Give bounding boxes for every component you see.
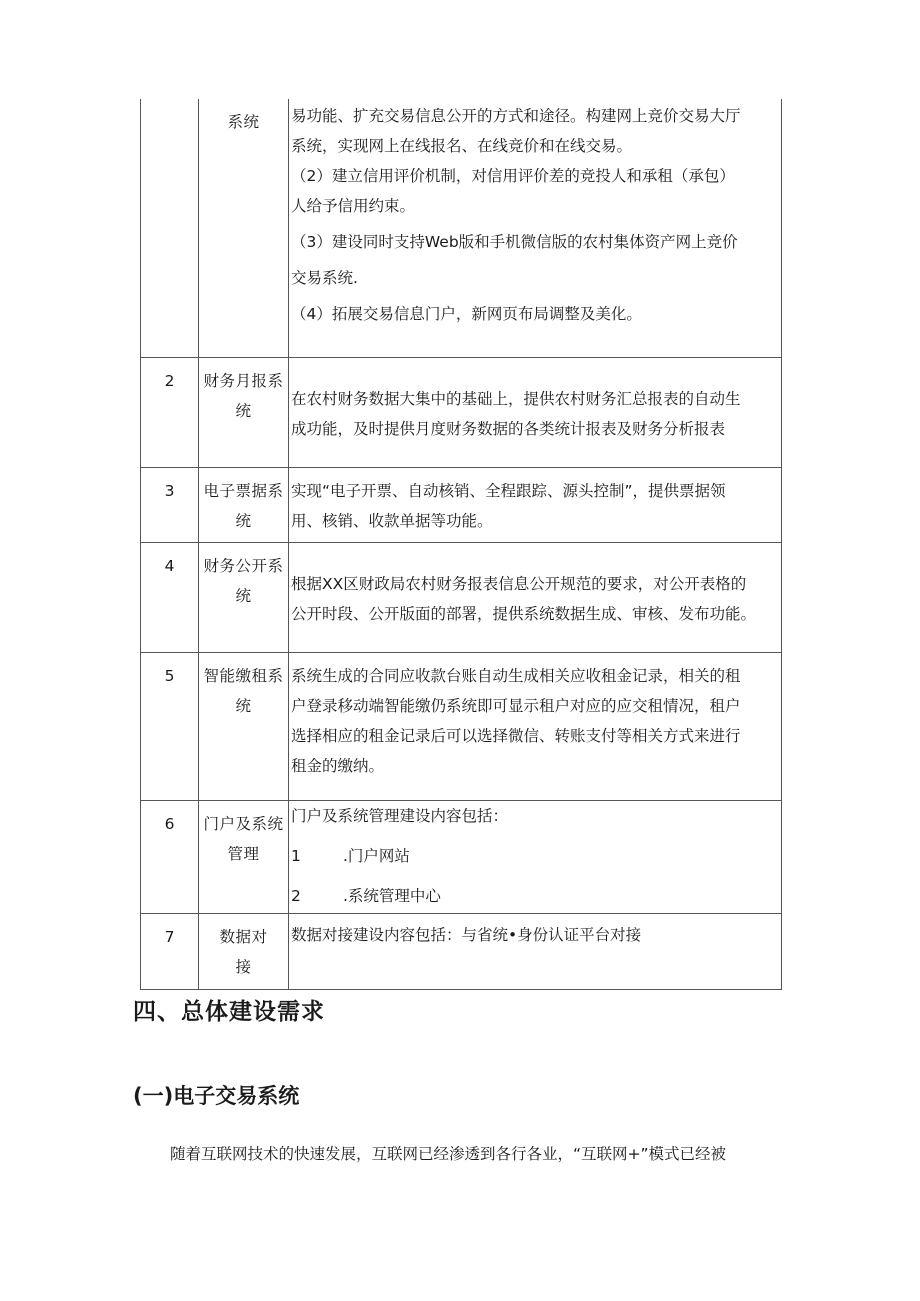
table-row	[141, 467, 782, 542]
row-number-cell: 6	[141, 800, 199, 913]
system-name-cell: 电子票据系统	[199, 467, 289, 542]
content-line: 选择相应的租金记录后可以选择微信、转账支付等相关方式来进行	[291, 726, 741, 745]
list-item-number: 1	[291, 846, 301, 865]
row-number-cell: 3	[141, 467, 199, 542]
content-line: 公开时段、公开版面的部署，提供系统数据生成、审核、发布功能。	[291, 604, 757, 623]
row-number-cell	[141, 99, 199, 357]
system-name: 系统	[227, 113, 260, 131]
content-line: 户登录移动端智能缴仍系统即可显示租户对应的应交租情况，租户	[291, 696, 741, 715]
section-heading: 四、总体建设需求	[133, 999, 325, 1025]
system-content-cell	[289, 542, 782, 652]
content-line: 系统生成的合同应收款台账自动生成相关应收租金记录，相关的租	[291, 666, 741, 685]
content-line: 用、核销、收款单据等功能。	[291, 511, 493, 530]
content-line: 人给予信用约束。	[291, 197, 416, 215]
row-number-cell: 5	[141, 652, 199, 800]
content-line: 交易系统.	[291, 269, 358, 287]
content-line: （2）建立信用评价机制，对信用评价差的竞投人和承租（承包）	[291, 167, 735, 185]
content-line: 租金的缴纳。	[291, 756, 385, 775]
content-line: 系统，实现网上在线报名、在线竞价和在线交易。	[291, 137, 633, 155]
system-name-cell: 数据对接	[199, 913, 289, 989]
content-line: （4）拓展交易信息门户，新网页布局调整及美化。	[291, 305, 642, 323]
system-content-cell	[289, 800, 782, 913]
row-number-cell: 2	[141, 357, 199, 467]
table-row	[141, 357, 782, 467]
table-row-continued	[141, 99, 782, 357]
system-content-cell	[289, 913, 782, 989]
table-row	[141, 652, 782, 800]
table-row	[141, 542, 782, 652]
table-row	[141, 913, 782, 989]
list-item-text: .系统管理中心	[343, 886, 441, 905]
system-name-cell: 财务公开系统	[199, 542, 289, 652]
content-line: 成功能，及时提供月度财务数据的各类统计报表及财务分析报表	[291, 419, 726, 438]
list-item	[291, 881, 779, 911]
content-line: 数据对接建设内容包括：与省统•身份认证平台对接	[291, 925, 642, 944]
system-content-cell	[289, 99, 782, 357]
content-line: 实现“电子开票、自动核销、全程跟踪、源头控制”，提供票据领	[291, 481, 726, 500]
content-line: 门户及系统管理建设内容包括：	[291, 806, 509, 825]
list-item-number: 2	[291, 886, 301, 905]
row-number-cell: 4	[141, 542, 199, 652]
subsection-heading: (一)电子交易系统	[133, 1084, 300, 1108]
system-content-cell	[289, 652, 782, 800]
content-line: （3）建设同时支持Web版和手机微信版的农村集体资产网上竞价	[291, 233, 738, 251]
list-item	[291, 841, 779, 871]
list-item-text: .门户网站	[343, 846, 410, 865]
system-name-cell: 门户及系统管理	[199, 800, 289, 913]
row-number-cell: 7	[141, 913, 199, 989]
content-line: 根据XX区财政局农村财务报表信息公开规范的要求，对公开表格的	[291, 574, 747, 593]
table-row	[141, 800, 782, 913]
body-paragraph: 随着互联网技术的快速发展，互联网已经渗透到各行各业，“互联网+”模式已经被	[170, 1145, 727, 1163]
system-requirements-table	[140, 99, 782, 990]
system-content-cell	[289, 467, 782, 542]
content-line: 在农村财务数据大集中的基础上，提供农村财务汇总报表的自动生	[291, 389, 741, 408]
content-line: 易功能、扩充交易信息公开的方式和途径。构建网上竞价交易大厅	[291, 107, 741, 125]
system-name-cell	[199, 99, 289, 357]
system-content-cell	[289, 357, 782, 467]
system-name-cell: 智能缴租系统	[199, 652, 289, 800]
system-name-cell: 财务月报系统	[199, 357, 289, 467]
